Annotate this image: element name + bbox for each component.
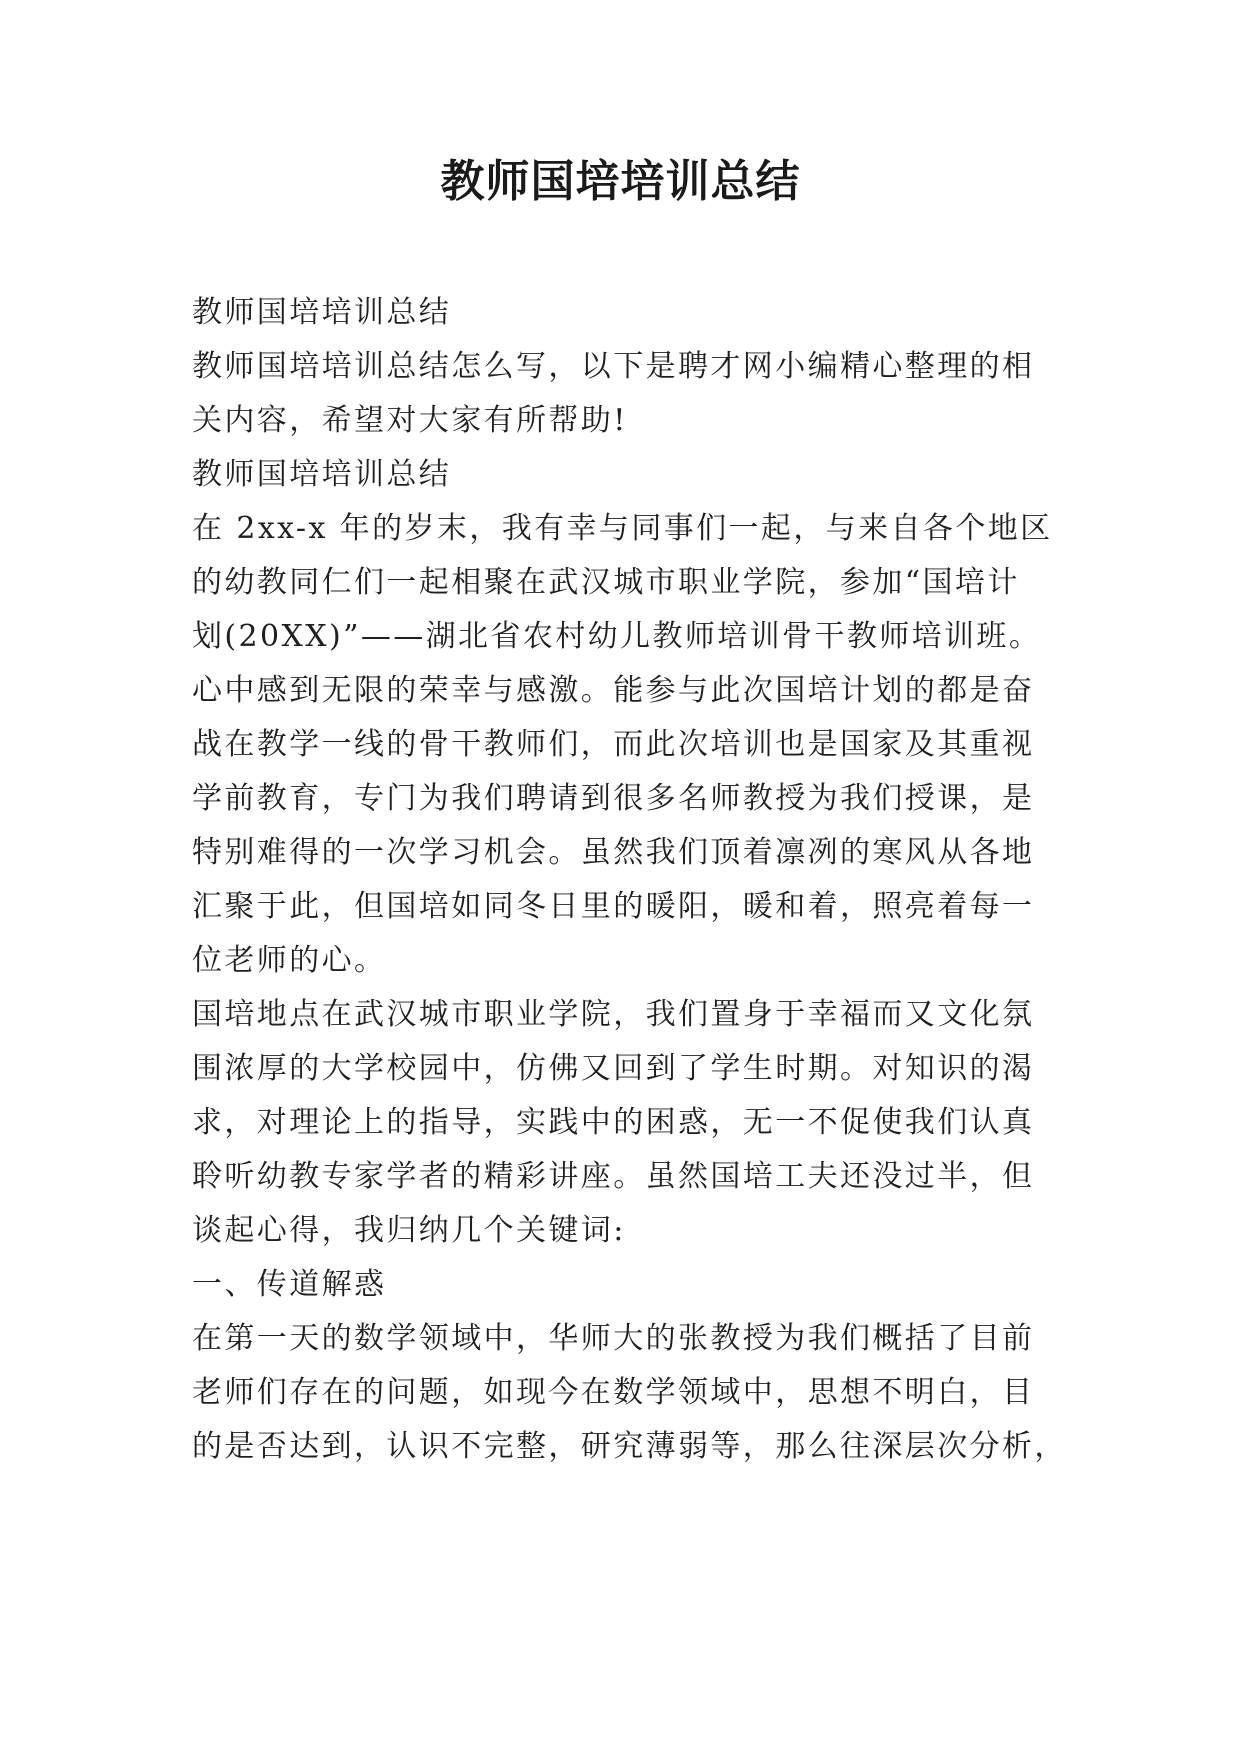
text-line: 国培地点在武汉城市职业学院，我们置身于幸福而又文化氛 xyxy=(192,997,1035,1032)
text-line: 谈起心得，我归纳几个关键词: xyxy=(192,1213,626,1248)
paragraph-intro xyxy=(192,340,1062,448)
paragraph-heading-repeat xyxy=(192,286,1062,340)
text-line: 战在教学一线的骨干教师们，而此次培训也是国家及其重视 xyxy=(192,727,1035,762)
text-line: 的幼教同仁们一起相聚在武汉城市职业学院，参加“国培计 xyxy=(192,565,1020,600)
text-line: 在 2xx-x 年的岁末，我有幸与同事们一起，与来自各个地区 xyxy=(192,511,1053,546)
text-line: 位老师的心。 xyxy=(192,943,387,978)
text-line: 求，对理论上的指导，实践中的困惑，无一不促使我们认真 xyxy=(192,1105,1035,1140)
text-line: 学前教育，专门为我们聘请到很多名师教授为我们授课，是 xyxy=(192,781,1035,816)
text-line: 特别难得的一次学习机会。虽然我们顶着凛冽的寒风从各地 xyxy=(192,835,1035,870)
text-line: 围浓厚的大学校园中，仿佛又回到了学生时期。对知识的渴 xyxy=(192,1051,1035,1086)
text-line: 教师国培培训总结 xyxy=(192,457,452,492)
text-line: 划(20XX)”——湖北省农村幼儿教师培训骨干教师培训班。 xyxy=(192,619,1042,654)
text-line: 一、传道解惑 xyxy=(192,1267,387,1302)
text-line: 聆听幼教专家学者的精彩讲座。虽然国培工夫还没过半，但 xyxy=(192,1159,1035,1194)
text-line: 在第一天的数学领域中，华师大的张教授为我们概括了目前 xyxy=(192,1321,1035,1356)
text-line: 老师们存在的问题，如现今在数学领域中，思想不明白，目 xyxy=(192,1375,1035,1410)
paragraph-subtitle xyxy=(192,448,1062,502)
text-line: 教师国培培训总结怎么写，以下是聘才网小编精心整理的相 xyxy=(192,349,1035,384)
text-line: 汇聚于此，但国培如同冬日里的暖阳，暖和着，照亮着每一 xyxy=(192,889,1035,924)
text-line: 教师国培培训总结 xyxy=(192,295,452,330)
paragraph-first-day xyxy=(192,1312,1067,1474)
document-body xyxy=(192,286,1067,1474)
text-line: 的是否达到，认识不完整，研究薄弱等，那么往深层次分析， xyxy=(192,1429,1067,1464)
paragraph-location xyxy=(192,988,1062,1258)
document-title: 教师国培培训总结 xyxy=(440,156,801,207)
text-line: 关内容，希望对大家有所帮助! xyxy=(192,403,628,438)
text-line: 心中感到无限的荣幸与感激。能参与此次国培计划的都是奋 xyxy=(192,673,1035,708)
paragraph-opening xyxy=(192,502,1062,988)
section-heading xyxy=(192,1258,1062,1312)
